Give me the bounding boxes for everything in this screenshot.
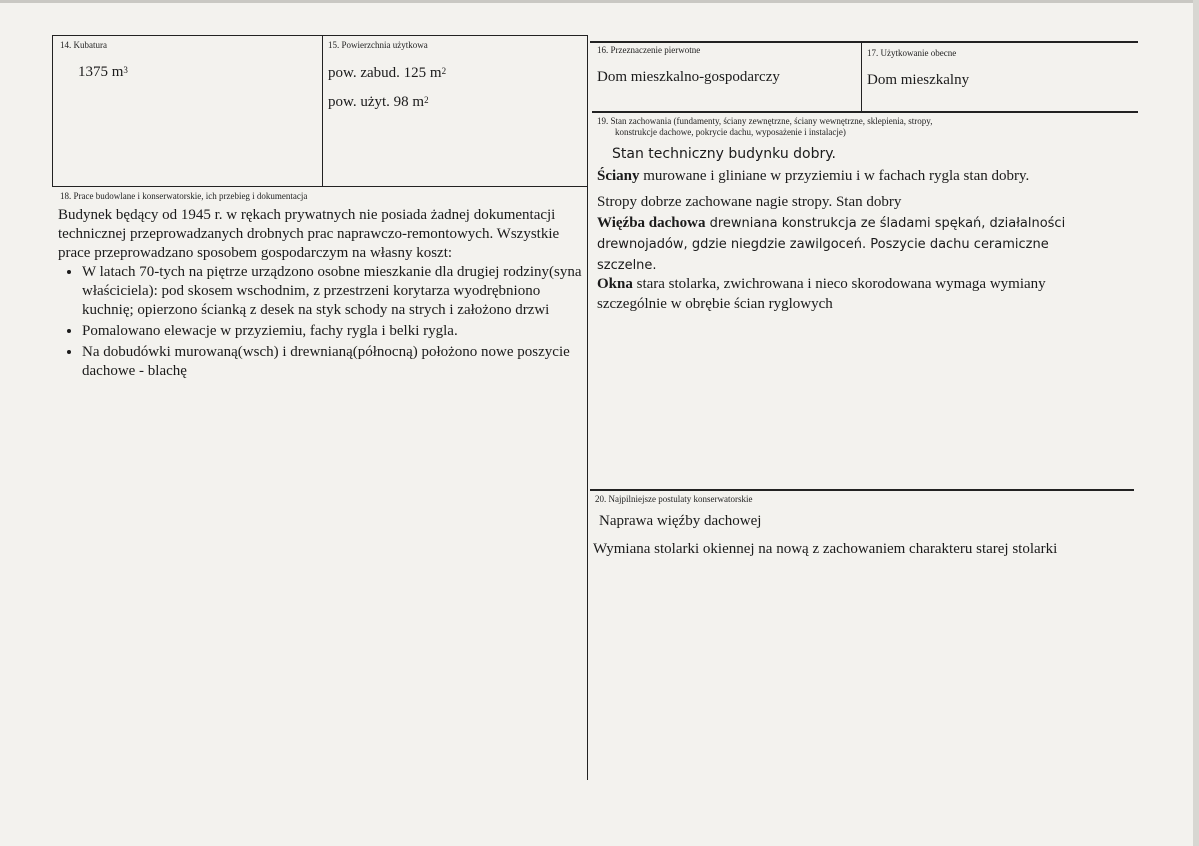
field-20-label: 20. Najpilniejsze postulaty konserwatorskie [595,494,753,504]
rule-row2-right [592,111,1138,113]
field-19-walls: Ściany murowane i gliniane w przyziemiu i w fachach rygla stan dobry. [597,168,1030,184]
field-16-value: Dom mieszkalno-gospodarczy [597,69,780,85]
field-19-general: Stan techniczny budynku dobry. [612,146,837,162]
field-15-label: 15. Powierzchnia użytkowa [328,40,428,50]
rule-left-edge [52,35,53,186]
field-19-label-cont: konstrukcje dachowe, pokrycie dachu, wyposażenie i instalacje) [615,127,846,137]
field-18-item: • W latach 70-tych na piętrze urządzono osobne mieszkanie dla drugiej rodziny(syna właściciela): pod skosem wschodnim, z przestrzeni korytarza wyodrębniono kuchnię; opierzono ścianką z desek na styk schody na strych i założono drzwi [82,263,586,320]
rule-top-right [590,41,1138,43]
paper-top-edge [0,0,1199,3]
rule-row3-right [590,489,1134,491]
field-15-line2: pow. użyt. 98 $m^2$ [328,94,429,110]
field-19-ceilings: Stropy dobrze zachowane nagie stropy. Stan dobry [597,194,902,210]
field-19-roof: Więźba dachowa drewniana konstrukcja ze śladami spękań, działalności drewnojadów, gdzie niegdzie zawilgoceń. Poszycie dachu ceramiczne szczelne. [597,215,1066,273]
field-20-line2: Wymiana stolarki okiennej na nową z zachowaniem charakteru starej stolarki [593,541,1058,557]
field-16-label: 16. Przeznaczenie pierwotne [597,45,701,55]
field-18-item: • Pomalowano elewacje w przyziemiu, fachy rygla i belki rygla. [82,322,586,341]
field-17-value: Dom mieszkalny [867,72,970,88]
field-14-value: 1375 $m^3$ [78,64,128,80]
field-18-intro: Budynek będący od 1945 r. w rękach prywatnych nie posiada żadnej dokumentacji technicznej przeprowadzanych drobnych prac naprawczo-remontowych. Wszystkie prace przeprowadzano sposobem gospodarczym na własny koszt: [58,207,560,261]
rule-col-17 [861,41,862,111]
field-17-label: 17. Użytkowanie obecne [867,48,957,58]
field-19-label: 19. Stan zachowania (fundamenty, ściany zewnętrzne, ściany wewnętrzne, sklepienia, stropy, [597,116,933,126]
field-20-line1: Naprawa więźby dachowej [599,513,762,529]
rule-top-left [52,35,587,36]
rule-center-divider [587,35,588,780]
ceilings-head: Stropy [597,194,638,210]
field-18-body [58,206,586,383]
field-14-label: 14. Kubatura [60,40,107,50]
paper-right-edge [1193,0,1199,846]
field-18-item: • Na dobudówki murowaną(wsch) i drewnianą(północną) położono nowe poszycie dachowe - blachę [82,343,586,381]
rule-col-15 [322,35,323,186]
field-18-label: 18. Prace budowlane i konserwatorskie, ich przebieg i dokumentacja [60,191,308,201]
field-18-list [58,263,586,381]
field-19-windows: Okna stara stolarka, zwichrowana i nieco skorodowana wymaga wymiany szczególnie w obrębie ścian ryglowych [597,276,1046,312]
rule-row2-left [52,186,588,187]
field-15-line1: pow. zabud. 125 $m^2$ [328,65,447,81]
